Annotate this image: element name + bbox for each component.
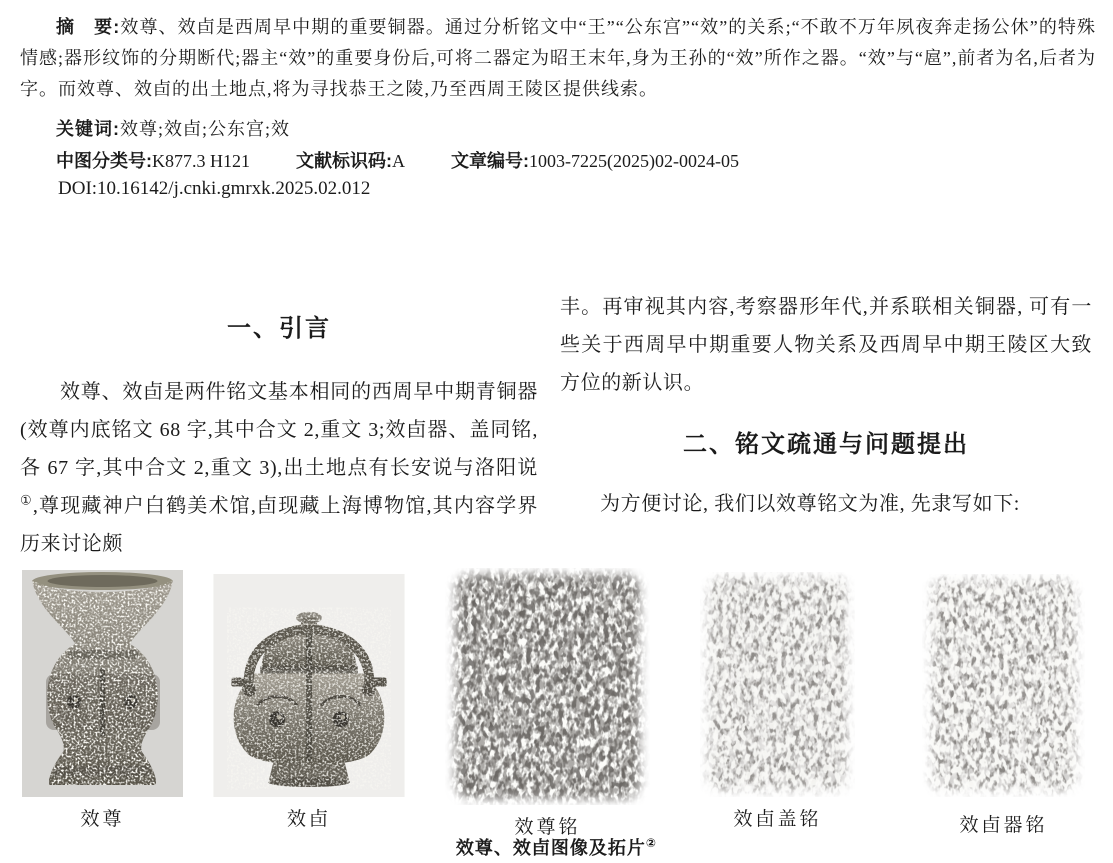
figures-group-caption-text: 效尊、效卣图像及拓片 bbox=[455, 838, 646, 858]
abstract-text: 效尊、效卣是西周早中期的重要铜器。通过分析铭文中“王”“公东宫”“效”的关系;“不敢不万年夙夜奔走扬公休”的特殊情感;器形纹饰的分期断代;器主“效”的重要身份后,可将二器定为昭王末年,身为王孙的“效”所作之器。“效”与“扈”,前者为名,后者为字。而效尊、效卣的出土地点,将为寻找恭王之陵,乃至西周王陵区提供线索。 bbox=[20, 17, 1096, 99]
doc-code-group bbox=[296, 151, 405, 171]
zun-vessel-image bbox=[22, 570, 183, 797]
figure-xiao-zun bbox=[22, 570, 183, 831]
figure-caption-you-lid-rubbing: 效卣盖铭 bbox=[733, 809, 822, 830]
clc-value: K877.3 H121 bbox=[152, 151, 250, 171]
section2-heading: 二、铭文疏通与问题提出 bbox=[683, 431, 969, 458]
continuation-paragraph: 丰。再审视其内容,考察器形年代,并系联相关铜器, 可有一些关于西周早中期重要人物关系及西周早中期王陵区大致方位的新认识。 bbox=[560, 296, 1092, 394]
zun-rubbing-image bbox=[445, 568, 650, 805]
rubbing-dark-image bbox=[445, 568, 650, 805]
rubbing-light-image-2 bbox=[922, 574, 1085, 797]
doc-code-value: A bbox=[392, 151, 405, 171]
section1-text-a: 效尊、效卣是两件铭文基本相同的西周早中期青铜器(效尊内底铭文 68 字,其中合文 2,重文 3;效卣器、盖同铭,各 67 字,其中合文 2,重文 3),出土地点有长安说与洛阳说 bbox=[20, 381, 538, 479]
keywords-line bbox=[20, 115, 1096, 141]
article-id-value: 1003-7225(2025)02-0024-05 bbox=[529, 151, 739, 171]
figure-xiao-you bbox=[213, 574, 405, 831]
you-vessel-image bbox=[213, 574, 405, 797]
figure-caption-you-body-rubbing: 效卣器铭 bbox=[959, 815, 1048, 836]
abstract-paragraph bbox=[20, 12, 1096, 105]
figure-caption-zun-rubbing: 效尊铭 bbox=[514, 817, 581, 838]
article-id-label: 文章编号: bbox=[451, 151, 529, 171]
abstract-label: 摘 要: bbox=[56, 17, 121, 37]
figure-you-body-rubbing bbox=[922, 574, 1085, 837]
section1-heading: 一、引言 bbox=[227, 315, 331, 342]
figure-you-lid-rubbing bbox=[700, 572, 855, 831]
clc-label: 中图分类号: bbox=[56, 151, 152, 171]
section1-text-b: ,尊现藏神户白鹤美术馆,卣现藏上海博物馆,其内容学界历来讨论颇 bbox=[20, 495, 538, 555]
doi-line: DOI:10.16142/j.cnki.gmrxk.2025.02.012 bbox=[58, 178, 371, 199]
you-body-rubbing-image bbox=[922, 574, 1085, 797]
section2-paragraph: 为方便讨论, 我们以效尊铭文为准, 先隶写如下: bbox=[600, 493, 1020, 515]
section1-paragraph bbox=[20, 373, 538, 563]
figure-caption-zun: 效尊 bbox=[80, 809, 125, 830]
rubbing-light-image bbox=[700, 572, 855, 797]
keywords-text: 效尊;效卣;公东宫;效 bbox=[120, 119, 291, 139]
xiao-zun-photo bbox=[22, 570, 183, 797]
xiao-you-photo bbox=[213, 574, 405, 797]
right-column bbox=[560, 288, 1092, 523]
figure-caption-you: 效卣 bbox=[286, 809, 331, 830]
doc-code-label: 文献标识码: bbox=[296, 151, 392, 171]
you-lid-rubbing-image bbox=[700, 572, 855, 797]
left-column bbox=[20, 294, 538, 563]
figure-zun-rubbing bbox=[445, 568, 650, 839]
meta-line bbox=[20, 147, 1110, 173]
figures-group-caption bbox=[0, 834, 1113, 860]
footnote-mark-2: ② bbox=[645, 836, 658, 850]
article-id-group bbox=[451, 151, 739, 171]
keywords-label: 关键词: bbox=[56, 119, 120, 139]
footnote-mark-1: ① bbox=[20, 492, 33, 508]
clc-group bbox=[56, 151, 250, 171]
